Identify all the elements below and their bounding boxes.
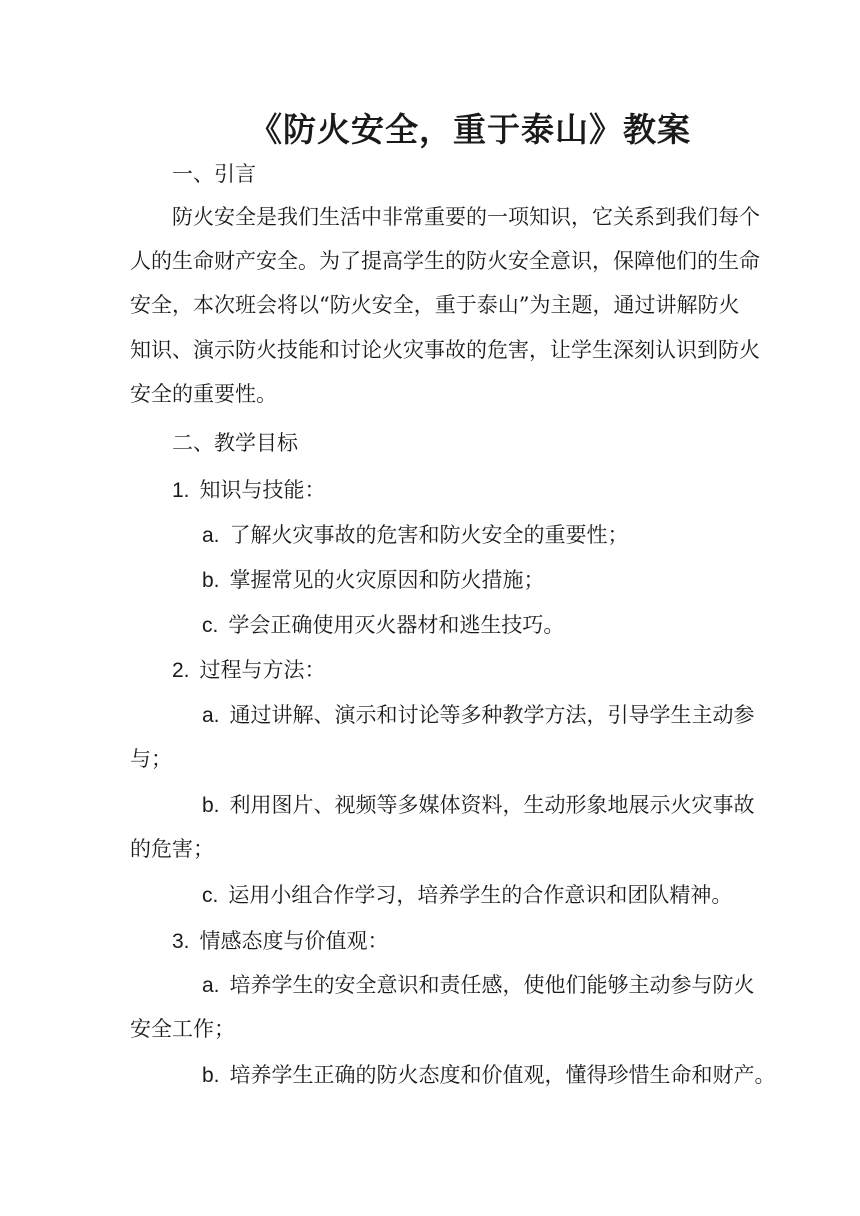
section-heading-teaching-goals: 二、教学目标 — [172, 431, 298, 455]
paragraph-line: 知识、演示防火技能和讨论火灾事故的危害，让学生深刻认识到防火 — [130, 338, 760, 362]
goal-heading-knowledge-skills: 1. 知识与技能： — [172, 478, 326, 502]
list-item: a. 通过讲解、演示和讨论等多种教学方法，引导学生主动参 — [202, 703, 755, 727]
section-heading-introduction: 一、引言 — [172, 162, 256, 186]
paragraph-line: 安全，本次班会将以“防火安全，重于泰山”为主题，通过讲解防火 — [130, 293, 740, 317]
list-item: b. 掌握常见的火灾原因和防火措施； — [202, 568, 545, 592]
paragraph-line: 安全的重要性。 — [130, 382, 277, 406]
list-item: c. 运用小组合作学习，培养学生的合作意识和团队精神。 — [202, 883, 733, 907]
list-item: a. 培养学生的安全意识和责任感，使他们能够主动参与防火 — [202, 973, 755, 997]
paragraph-line: 人的生命财产安全。为了提高学生的防火安全意识，保障他们的生命 — [130, 249, 760, 273]
document-title: 《防火安全，重于泰山》教案 — [249, 110, 691, 149]
goal-heading-emotion-values: 3. 情感态度与价值观： — [172, 929, 389, 953]
paragraph-line: 防火安全是我们生活中非常重要的一项知识，它关系到我们每个 — [172, 205, 760, 229]
list-item-continuation: 的危害； — [130, 837, 214, 861]
goal-heading-process-methods: 2. 过程与方法： — [172, 658, 326, 682]
list-item-continuation: 与； — [130, 747, 172, 771]
list-item: a. 了解火灾事故的危害和防火安全的重要性； — [202, 523, 629, 547]
list-item: b. 培养学生正确的防火态度和价值观，懂得珍惜生命和财产。 — [202, 1063, 776, 1087]
list-item: b. 利用图片、视频等多媒体资料，生动形象地展示火灾事故 — [202, 793, 755, 817]
list-item-continuation: 安全工作； — [130, 1017, 235, 1041]
list-item: c. 学会正确使用灭火器材和逃生技巧。 — [202, 613, 565, 637]
